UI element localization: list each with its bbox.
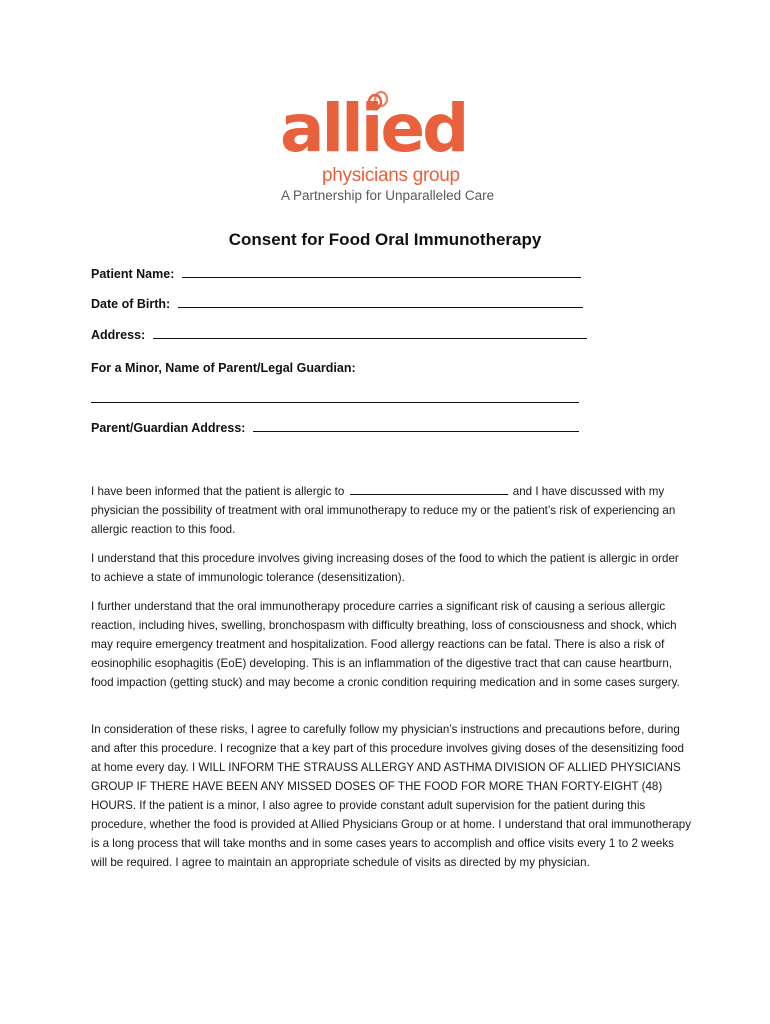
dob-line[interactable] — [178, 297, 583, 308]
document-title: Consent for Food Oral Immunotherapy — [228, 230, 542, 249]
dob-label: Date of Birth: — [91, 297, 171, 311]
paragraph-risks: I further understand that the oral immunotherapy procedure carries a significant risk of causing a serious allergic reaction, including hives, swelling, bronchospasm with difficulty breathing, loss of consciousness and shock, which may require emergency treatment and hospitalization. Food allergy reactions can be fatal. There is also a risk of eosinophilic esophagitis (EoE) developing. This is an inflammation of the digestive tract that can cause heartburn, food impaction (getting stuck) and may become a cronic condition requiring medication and in some cases surgery. — [91, 600, 680, 689]
address-label: Address: — [91, 328, 146, 342]
minor-guardian-field — [91, 360, 356, 376]
paragraph-procedure: I understand that this procedure involves giving increasing doses of the food to which the patient is allergic in order to achieve a state of immunologic tolerance (desensitization). — [91, 552, 679, 584]
paragraph-allergy-after: and I have discussed with my physician the possibility of treatment with oral immunotherapy to reduce my or the patient’s risk of experiencing an allergic reaction to this food. — [91, 485, 676, 536]
minor-guardian-name-line[interactable] — [91, 402, 579, 403]
paragraph-agreement: In consideration of these risks, I agree to carefully follow my physician’s instructions and precautions before, during and after this procedure. I recognize that a key part of this procedure involves giving doses of the desensitizing food at home every day. I WILL INFORM THE STRAUSS ALLERGY AND ASTHMA DIVISION OF ALLIED PHYSICIANS GROUP IF THERE HAVE BEEN ANY MISSED DOSES OF THE FOOD FOR MORE THAN FORTY-EIGHT (48) HOURS. If the patient is a minor, I also agree to provide constant adult supervision for the patient during this procedure, whether the food is provided at Allied Physicians Group or at home. I understand that oral immunotherapy is a long process that will take months and in some cases years to accomplish and office visits every 1 to 2 weeks will be required. I agree to maintain an appropriate schedule of visits as directed by my physician. — [91, 723, 691, 869]
guardian-address-field — [91, 420, 579, 436]
guardian-address-label: Parent/Guardian Address: — [91, 421, 246, 435]
logo-wordmark: allied — [280, 90, 467, 167]
address-line[interactable] — [153, 328, 587, 339]
paragraph-allergy — [91, 482, 691, 539]
dob-field — [91, 296, 583, 312]
allergen-blank[interactable] — [350, 485, 508, 495]
patient-name-line[interactable] — [182, 267, 581, 278]
guardian-address-line[interactable] — [253, 421, 579, 432]
minor-guardian-label: For a Minor, Name of Parent/Legal Guardian: — [91, 361, 356, 375]
patient-name-label: Patient Name: — [91, 267, 175, 281]
patient-name-field — [91, 266, 581, 282]
address-field — [91, 327, 587, 343]
paragraph-allergy-before: I have been informed that the patient is allergic to — [91, 485, 345, 498]
logo-tagline: A Partnership for Unparalleled Care — [281, 188, 495, 203]
logo-subtitle: physicians group — [322, 165, 460, 186]
allied-logo — [278, 90, 498, 210]
